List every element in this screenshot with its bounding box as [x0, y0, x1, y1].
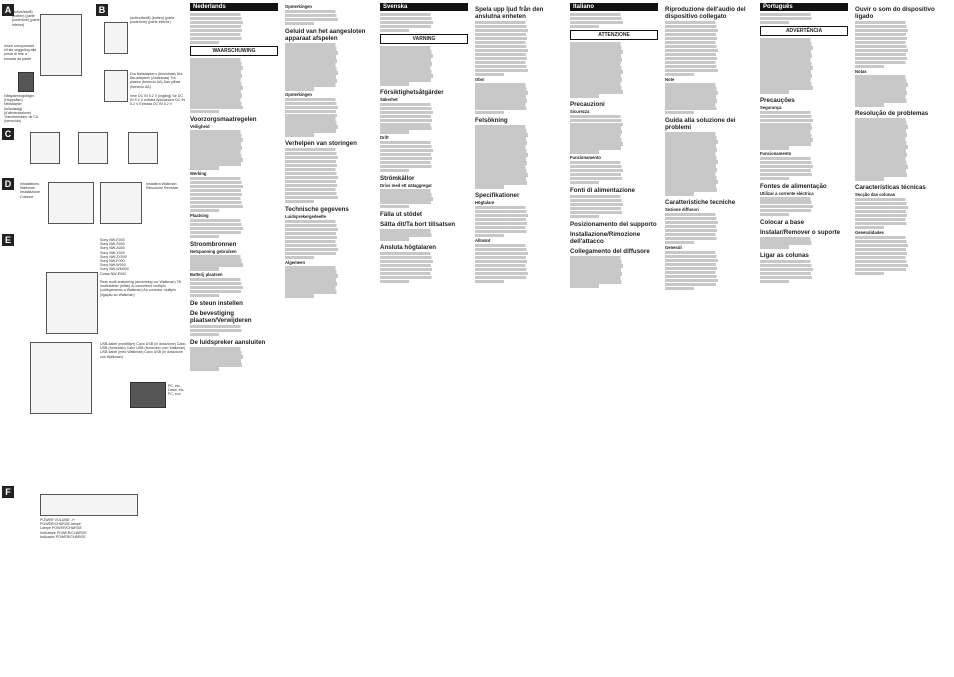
- section-heading: Instalar/Remover o suporte: [760, 229, 841, 237]
- body-text-block: [380, 46, 468, 85]
- section-heading: Ansluta högtalaren: [380, 243, 437, 251]
- section-heading: Stroombronnen: [190, 241, 237, 249]
- body-text-block: [855, 75, 943, 106]
- body-text-block: [665, 251, 753, 290]
- subsection-heading: Drivs med ett nätaggregat: [380, 183, 432, 189]
- body-text-block: [665, 83, 753, 114]
- subsection-heading: Sezione diffusori: [665, 206, 699, 212]
- section-heading: Sätta dit/Ta bort tillsatsen: [380, 221, 456, 229]
- section-heading: Geluid van het aangesloten apparaat afspelen: [285, 28, 366, 43]
- text-column: [665, 3, 753, 673]
- body-text-block: [855, 236, 943, 275]
- figure-d-label: D: [2, 178, 14, 190]
- figure-b-callouts-top: (active/kedå) (botten) (parte posteriore) (parte inferior): [130, 16, 175, 25]
- body-text-block: [665, 213, 753, 244]
- subsection-heading: Netspanning gebruiken: [190, 249, 237, 255]
- ac-adaptor-illustration: [18, 72, 34, 92]
- body-text-block: [380, 141, 468, 172]
- pc-illustration: [130, 382, 166, 408]
- attachment-install-illustration: [48, 182, 94, 224]
- warning-heading: ATTENZIONE: [570, 30, 658, 40]
- body-text-block: [760, 197, 848, 216]
- body-text-block: [475, 125, 563, 188]
- language-header: Italiano: [570, 3, 658, 11]
- text-column: [285, 3, 373, 673]
- subsection-heading: Opmerkingen: [285, 91, 312, 97]
- body-text-block: [570, 161, 658, 184]
- section-heading: Specifikationer: [475, 191, 520, 199]
- subsection-heading: Werking: [190, 170, 207, 176]
- body-text-block: [665, 21, 753, 76]
- text-column: [190, 3, 278, 673]
- body-text-block: [760, 111, 848, 150]
- subsection-heading: Sicurezza: [570, 108, 590, 114]
- figure-e-multiconnector-callout: Rear multi-anslutning (anslutning vor Walkman) Till multiutdeter (elfisk) Ai connettore multiplo (collegamento a Walkman) Ao conector multiplo (ligação ao Walkman): [100, 280, 181, 297]
- body-text-block: [285, 148, 373, 203]
- subsection-heading: Opmerkingen: [285, 4, 312, 9]
- subsection-heading: Högtalare: [475, 199, 495, 205]
- body-text-block: [760, 13, 848, 24]
- subsection-heading: Plaatsing: [190, 212, 209, 218]
- subsection-heading: Notas: [855, 69, 867, 75]
- text-column: [855, 3, 943, 673]
- body-text-block: [190, 325, 278, 336]
- section-heading: De luidspreker aansluiten: [190, 339, 266, 347]
- stand-step-3: [128, 132, 158, 164]
- section-heading: Fälla ut stödet: [380, 211, 422, 219]
- figure-a-outlet-callout: Insert unnoyronant ell ste veggsling alla prese di rete a tomada da parde: [4, 44, 37, 61]
- subsection-heading: Algemeen: [285, 260, 306, 266]
- subsection-heading: Luidsprekergedeelte: [285, 214, 326, 219]
- body-text-block: [760, 157, 848, 180]
- section-heading: Ouvir o som do dispositivo ligado: [855, 6, 935, 20]
- section-heading: Verhelpen van storingen: [285, 139, 357, 147]
- figure-d-remove-callout: Installera Walkman Rimozione Remover: [146, 182, 179, 191]
- body-text-block: [570, 42, 658, 97]
- body-text-block: [190, 13, 278, 44]
- figure-a-adaptor-callout: Nätspänningsfäger (Hoppsåkn) Netadapter (fullmässig) (d'alimentazione) Transformador de CA (fornecido): [4, 94, 39, 124]
- figure-d-install-callout: Installations Walkman Installazione Colonne: [20, 182, 40, 199]
- warning-heading: ADVERTÊNCIA: [760, 26, 848, 36]
- figure-e-model-list: Sony NW-E000 Sony NW-S000 Sony NW-A000 Sony NW-X000 Sony NW-ZX000 Sony NW-F000 Sony NW-W000 Sony NW-WM000 Gotas NW-E000: [100, 238, 129, 276]
- subsection-heading: Secção das colunas: [855, 191, 896, 197]
- section-heading: Posizionamento del supporto: [570, 221, 657, 229]
- section-heading: De bevestiging plaatsen/Verwijderen: [190, 309, 252, 324]
- body-text-block: [285, 10, 373, 25]
- body-text-block: [380, 13, 468, 32]
- figure-b-label: B: [96, 4, 108, 16]
- warning-heading: WAARSCHUWING: [190, 46, 278, 56]
- body-text-block: [475, 206, 563, 237]
- figure-e-pc-callout: PC, etc. Dator, etc. PC, ecc.: [168, 384, 185, 397]
- body-text-block: [285, 43, 373, 90]
- body-text-block: [855, 198, 943, 229]
- section-heading: Ligar as colunas: [760, 251, 809, 259]
- section-heading: Fonti di alimentazione: [570, 187, 635, 195]
- subsection-heading: Funcionamento: [760, 150, 792, 156]
- warning-heading: VARNING: [380, 34, 468, 44]
- section-heading: Precauções: [760, 96, 795, 104]
- section-heading: Installazione/Rimozione dell'attacco: [570, 231, 641, 246]
- subsection-heading: Segurança: [760, 104, 782, 110]
- section-heading: Guida alla soluzione dei problemi: [665, 117, 736, 132]
- subsection-heading: Obs!: [475, 77, 485, 83]
- figure-f: [0, 484, 188, 674]
- body-text-block: [190, 177, 278, 212]
- subsection-heading: Funzionamento: [570, 154, 601, 160]
- section-heading: Voorzorgsmaatregelen: [190, 116, 257, 124]
- body-text-block: [380, 229, 468, 240]
- section-heading: Technische gegevens: [285, 206, 349, 213]
- body-text-block: [285, 98, 373, 137]
- body-text-block: [475, 83, 563, 114]
- body-text-block: [760, 260, 848, 283]
- section-heading: Felsökning: [475, 117, 508, 125]
- body-text-block: [190, 347, 278, 370]
- figure-d: [0, 176, 188, 228]
- dc-in-illustration: [104, 70, 128, 102]
- section-heading: De steun instellen: [190, 299, 243, 307]
- body-text-block: [190, 130, 278, 169]
- section-heading: Características técnicas: [855, 183, 926, 191]
- body-text-block: [760, 38, 848, 93]
- body-text-block: [570, 256, 658, 287]
- body-text-block: [380, 189, 468, 208]
- figure-f-label: F: [2, 486, 14, 498]
- body-text-block: [380, 103, 468, 134]
- body-text-block: [190, 58, 278, 113]
- body-text-block: [190, 278, 278, 297]
- subsection-heading: Note: [665, 77, 675, 83]
- language-header: Português: [760, 3, 848, 11]
- subsection-heading: Säkerhet: [380, 96, 398, 102]
- subsection-heading: Utilizar a corrente eléctrica: [760, 191, 814, 197]
- figure-e-label: E: [2, 234, 14, 246]
- figure-c-label: C: [2, 128, 14, 140]
- section-heading: Colocar a base: [760, 219, 805, 227]
- body-text-block: [475, 21, 563, 76]
- language-header: Svenska: [380, 3, 468, 11]
- figure-e-usb-callout: USB-kabel (medföljer) Cavo USB (in dotazione) Cabo USB (fornecido) Cabo USB (fornecido com Walkman) USB-kabel (med Walkman) Cavo USB (in dotazione con Walkman): [100, 342, 186, 359]
- body-text-block: [285, 220, 373, 259]
- body-text-block: [190, 255, 278, 270]
- speaker-top-illustration: [40, 494, 138, 516]
- subsection-heading: Veiligheid: [190, 124, 210, 130]
- section-heading: Collegamento del diffusore: [570, 248, 650, 256]
- figure-b-callouts-mid: Dra Netadaptern (Anslutnas) Dra 8la-adaptern (Anslutnas) Tra piastra (fornecio AA) Das pilhas (fornecio AA): [130, 72, 183, 89]
- stand-step-1: [30, 132, 60, 164]
- subsection-heading: Drift: [380, 134, 389, 140]
- body-text-block: [475, 244, 563, 283]
- figure-b-callouts-bottom: Inne DC IN 5.2 V (ingång) Se DC IN 5.2 V entrata Aplicazione DC IN 5.2 V Entrada DC IN 5.2 V: [130, 94, 186, 107]
- text-column: [760, 3, 848, 673]
- figure-c: [0, 126, 188, 172]
- subsection-heading: Generalidades: [855, 229, 884, 235]
- section-heading: Strömkällor: [380, 175, 415, 183]
- figure-e: [0, 232, 188, 482]
- section-heading: Precauzioni: [570, 100, 605, 108]
- attachment-remove-illustration: [100, 182, 142, 224]
- subsection-heading: Allmänt: [475, 237, 491, 243]
- body-text-block: [570, 13, 658, 28]
- body-text-block: [570, 115, 658, 154]
- section-heading: Spela upp ljud från den anslutna enheten: [475, 6, 544, 20]
- figure-a-callouts: (active/kedå) (botten) (parte posteriore) (parte inferior): [12, 10, 40, 27]
- speaker-back-illustration: [40, 14, 82, 76]
- text-column: [475, 3, 563, 673]
- body-text-block: [855, 21, 943, 68]
- figures-panel: [0, 0, 188, 677]
- body-text-block: [760, 237, 848, 248]
- text-column: [570, 3, 658, 673]
- body-text-block: [285, 266, 373, 297]
- section-heading: Resolução de problemas: [855, 109, 929, 117]
- speaker-usb-illustration: [30, 342, 92, 414]
- body-text-block: [570, 195, 658, 218]
- subsection-heading: Generali: [665, 244, 682, 250]
- text-column: [380, 3, 468, 673]
- body-text-block: [665, 132, 753, 195]
- language-header: Nederlands: [190, 3, 278, 11]
- figure-a-label: A: [2, 4, 14, 16]
- figure-b: [94, 2, 188, 122]
- subsection-heading: Batterij plaatsen: [190, 271, 223, 277]
- section-heading: Riproduzione dell'audio del dispositivo collegato: [665, 6, 746, 20]
- section-heading: Caratteristiche tecniche: [665, 198, 736, 206]
- stand-step-2: [78, 132, 108, 164]
- section-heading: Försiktighetsåtgärder: [380, 88, 444, 96]
- battery-compartment-illustration: [104, 22, 128, 54]
- body-text-block: [380, 252, 468, 283]
- body-text-block: [855, 118, 943, 181]
- body-text-block: [190, 219, 278, 238]
- figure-f-callouts: POWER VOLUME -/+ POWER/CHARGE-lampe Lampe POWER/CHARGE Indicatore POWER/CHARGE Indicador POWER/CHARGE: [40, 518, 87, 539]
- walkman-on-speaker-illustration: [46, 272, 98, 334]
- section-heading: Fontes de alimentação: [760, 183, 827, 191]
